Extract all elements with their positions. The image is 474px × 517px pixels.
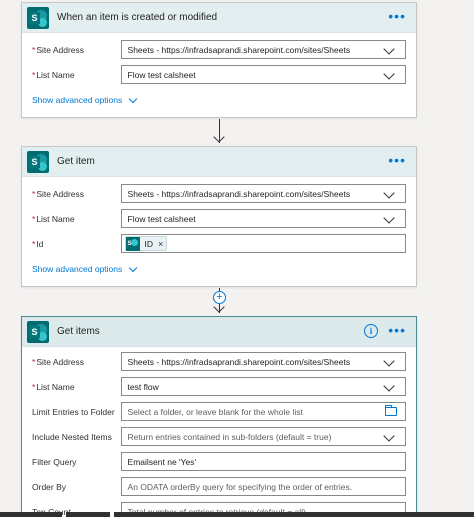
site-address-dropdown[interactable]: Sheets - https://infradsaprandi.sharepoint.com/sites/Sheets bbox=[121, 40, 406, 59]
field-label: Order By bbox=[32, 481, 67, 492]
trigger-card bbox=[21, 2, 417, 118]
sharepoint-logo-icon: S bbox=[27, 151, 49, 173]
get-items-card bbox=[21, 316, 417, 517]
id-row: *Id S ID × bbox=[32, 231, 406, 256]
folder-icon[interactable] bbox=[385, 407, 397, 416]
field-label: Id bbox=[36, 238, 44, 249]
field-label: Include Nested Items bbox=[32, 431, 112, 442]
get-items-card-header[interactable] bbox=[22, 317, 416, 347]
limit-entries-row bbox=[32, 399, 406, 424]
limit-entries-folder-input[interactable]: Select a folder, or leave blank for the whole list bbox=[121, 402, 406, 421]
site-address-row: *Site Address Sheets - https://infradsaprandi.sharepoint.com/sites/Sheets bbox=[32, 181, 406, 206]
include-nested-row bbox=[32, 424, 406, 449]
field-label: Site Address bbox=[36, 188, 85, 199]
list-name-row: *List Name test flow bbox=[32, 374, 406, 399]
chevron-down-icon bbox=[129, 263, 137, 271]
site-address-row: *Site Address Sheets - https://infradsaprandi.sharepoint.com/sites/Sheets bbox=[32, 37, 406, 62]
close-icon[interactable]: × bbox=[158, 238, 164, 249]
info-icon[interactable]: i bbox=[364, 324, 378, 338]
field-label: List Name bbox=[36, 213, 75, 224]
chevron-down-icon[interactable] bbox=[383, 355, 394, 366]
list-name-dropdown[interactable]: test flow bbox=[121, 377, 406, 396]
filter-query-input[interactable]: Emailsent ne 'Yes' bbox=[121, 452, 406, 471]
add-step-icon[interactable]: + bbox=[213, 291, 226, 304]
field-label: Site Address bbox=[36, 44, 85, 55]
more-options-icon[interactable]: ••• bbox=[388, 322, 406, 338]
list-name-row: *List Name Flow test calsheet bbox=[32, 206, 406, 231]
filter-query-row bbox=[32, 449, 406, 474]
chevron-down-icon[interactable] bbox=[383, 380, 394, 391]
site-address-row: *Site Address Sheets - https://infradsaprandi.sharepoint.com/sites/Sheets bbox=[32, 349, 406, 374]
site-address-dropdown[interactable]: Sheets - https://infradsaprandi.sharepoint.com/sites/Sheets bbox=[121, 352, 406, 371]
sharepoint-logo-icon: S bbox=[27, 321, 49, 343]
more-options-icon[interactable]: ••• bbox=[388, 8, 406, 24]
field-label: List Name bbox=[36, 69, 75, 80]
order-by-row bbox=[32, 474, 406, 499]
show-advanced-options-link[interactable]: Show advanced options bbox=[32, 258, 406, 280]
id-token[interactable]: S ID × bbox=[125, 236, 168, 251]
more-options-icon[interactable]: ••• bbox=[388, 152, 406, 168]
card-title: Get items bbox=[57, 326, 100, 337]
get-item-card bbox=[21, 146, 417, 287]
sharepoint-logo-icon: S bbox=[27, 7, 49, 29]
site-address-dropdown[interactable]: Sheets - https://infradsaprandi.sharepoint.com/sites/Sheets bbox=[121, 184, 406, 203]
chevron-down-icon[interactable] bbox=[383, 68, 394, 79]
field-label: Filter Query bbox=[32, 456, 77, 467]
include-nested-items-dropdown[interactable]: Return entries contained in sub-folders (default = true) bbox=[121, 427, 406, 446]
chevron-down-icon bbox=[129, 94, 137, 102]
id-input[interactable] bbox=[121, 234, 406, 253]
list-name-dropdown[interactable]: Flow test calsheet bbox=[121, 65, 406, 84]
chevron-down-icon[interactable] bbox=[383, 430, 394, 441]
sharepoint-logo-icon: S bbox=[126, 237, 140, 251]
show-advanced-options-link[interactable]: Show advanced options bbox=[32, 89, 406, 111]
field-label: List Name bbox=[36, 381, 75, 392]
trigger-card-header[interactable] bbox=[22, 3, 416, 33]
card-title: Get item bbox=[57, 156, 95, 167]
field-label: Limit Entries to Folder bbox=[32, 406, 115, 417]
horizontal-scrollbar[interactable] bbox=[0, 512, 474, 517]
field-label: Site Address bbox=[36, 356, 85, 367]
list-name-row: *List Name Flow test calsheet bbox=[32, 62, 406, 87]
chevron-down-icon[interactable] bbox=[383, 212, 394, 223]
get-item-card-header[interactable] bbox=[22, 147, 416, 177]
card-title: When an item is created or modified bbox=[57, 12, 218, 23]
list-name-dropdown[interactable]: Flow test calsheet bbox=[121, 209, 406, 228]
chevron-down-icon[interactable] bbox=[383, 187, 394, 198]
chevron-down-icon[interactable] bbox=[383, 43, 394, 54]
order-by-input[interactable]: An ODATA orderBy query for specifying the order of entries. bbox=[121, 477, 406, 496]
